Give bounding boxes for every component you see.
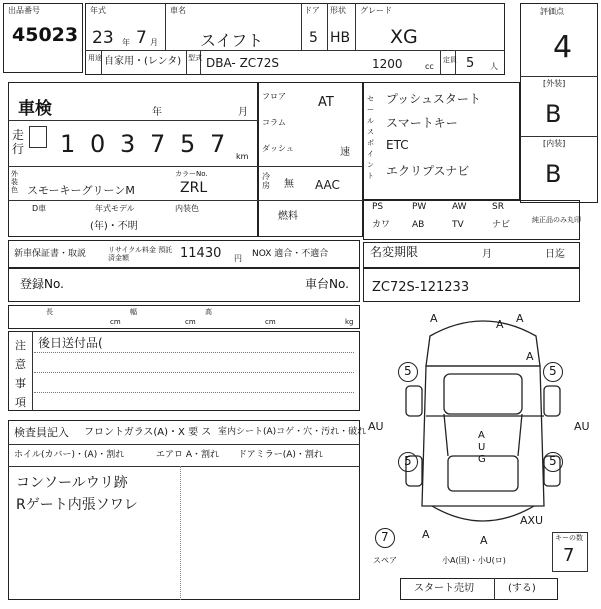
grade-value: XG — [390, 26, 418, 48]
option-item: AW — [452, 202, 467, 212]
displacement: 1200 — [372, 57, 403, 71]
rename-label: 名変期限 — [370, 245, 419, 259]
front-glass: フロントガラス(A)・X 要 ス — [84, 427, 212, 438]
colno-value: ZRL — [180, 180, 208, 196]
ext-color-label: 外装色 — [11, 170, 18, 194]
dims-length: 長 — [46, 308, 53, 316]
km-unit: km — [236, 152, 249, 161]
wheel-model-value: (年)・不明 — [90, 221, 138, 232]
ac-value: AAC — [315, 178, 340, 192]
rename-day: 日迄 — [545, 249, 565, 260]
sales-point-line: スマートキー — [386, 116, 458, 130]
tire-depth: 5 — [404, 364, 412, 378]
interior-value: B — [545, 160, 562, 188]
mileage-label: 走行 — [12, 128, 25, 156]
speed-label: 速 — [340, 147, 350, 158]
option-item: PW — [412, 202, 427, 212]
dims-height-unit: cm — [265, 318, 276, 326]
shape-label: 形状 — [330, 6, 346, 15]
mileage-digit: 3 — [120, 130, 136, 158]
keycount-label: キーの数 — [555, 534, 583, 542]
month-unit: 月 — [150, 38, 158, 47]
mileage-digit: 5 — [180, 130, 196, 158]
car-diagram — [368, 306, 598, 551]
exterior-label: [外装] — [543, 79, 566, 88]
year-unit: 年 — [122, 38, 130, 47]
wheel-model-label: 年式モデル — [95, 204, 135, 213]
small-a-legend: 小A(国)・小U(ロ) — [442, 556, 506, 565]
yen-unit: 円 — [234, 254, 242, 263]
option-item: カワ — [372, 220, 391, 230]
lot-label: 出品番号 — [8, 6, 40, 15]
model-value: DBA- ZC72S — [206, 56, 280, 70]
damage-label: A — [526, 350, 534, 363]
dims-width: 幅 — [130, 308, 137, 316]
aero-line: エアロ A・割れ — [156, 450, 220, 460]
wheel-cap: ホイル(カバー)・(A)・割れ — [14, 450, 125, 460]
damage-label: AU — [368, 420, 384, 433]
capacity-value: 5 — [466, 56, 475, 71]
regno-label: 登録No. — [20, 277, 64, 291]
cc-unit: cc — [425, 62, 434, 71]
notes-value: 後日送付品( — [38, 336, 103, 350]
shape-value: HB — [330, 30, 351, 46]
fuel-label: 燃料 — [278, 211, 298, 222]
ext-color-value: スモーキーグリーンM — [27, 184, 135, 197]
sales-point-line: プッシュスタート — [386, 92, 481, 106]
option-item: TV — [452, 220, 464, 230]
option-item: ナビ — [492, 220, 511, 230]
tire-depth: 5 — [549, 364, 557, 378]
option-item: PS — [372, 202, 384, 212]
chassis-label: 車台No. — [305, 277, 349, 291]
tire-depth: 5 — [404, 454, 412, 468]
inspector-comment: Rゲート内張ソワレ — [16, 497, 138, 513]
sales-point-line: エクリプスナビ — [386, 164, 470, 178]
interior-label: [内装] — [543, 139, 566, 148]
carname-value: スイフト — [200, 31, 264, 50]
door-value: 5 — [309, 30, 318, 46]
usage-label: 自家用・(レンタ) — [104, 56, 182, 67]
damage-label: A — [430, 312, 438, 325]
ac-none: 無 — [284, 179, 294, 190]
damage-label: A — [480, 534, 488, 547]
nox-label: NOX 適合・不適合 — [252, 249, 329, 259]
door-label: ドア — [304, 6, 320, 15]
spare-value: 7 — [381, 530, 389, 544]
recycle-value: 11430 — [180, 246, 222, 261]
option-item: AB — [412, 220, 425, 230]
inspector-comment: コンソールウリ跡 — [16, 475, 128, 491]
option-item: SR — [492, 202, 504, 212]
keycount-value: 7 — [563, 545, 575, 566]
capacity-label: 定員 — [443, 56, 457, 64]
dims-length-unit: cm — [110, 318, 121, 326]
score-value: 4 — [553, 30, 573, 65]
dims-width-unit: cm — [185, 318, 196, 326]
start-value: (する) — [508, 583, 536, 594]
spare-label: スペア — [373, 556, 397, 565]
chassis-value: ZC72S-121233 — [372, 280, 470, 295]
damage-label: AU — [574, 420, 590, 433]
mileage-digit: 7 — [150, 130, 166, 158]
dims-weight-unit: kg — [345, 318, 354, 326]
diagram-center: A U G — [478, 430, 486, 465]
lot-number: 45023 — [12, 24, 79, 46]
month-value: 7 — [136, 28, 147, 48]
shaken-year: 年 — [152, 107, 162, 118]
dims-box — [8, 305, 360, 329]
mileage-digit: 7 — [210, 130, 226, 158]
rename-month: 月 — [482, 249, 492, 260]
colno-label: カラーNo. — [175, 170, 208, 178]
column-label: コラム — [262, 118, 286, 127]
options-note: 純正品のみ丸印 — [532, 216, 581, 224]
damage-label: A — [496, 318, 504, 331]
damage-label: AXU — [520, 514, 544, 527]
year-label: 年式 — [90, 6, 106, 15]
door-mirror: ドアミラー(A)・割れ — [238, 450, 323, 460]
floor-label: フロア — [262, 92, 286, 101]
sales-point-line: ETC — [386, 138, 409, 152]
seat-line: 室内シート(A)コゲ・穴・汚れ・破れ — [218, 427, 367, 437]
recycle-label: リサイクル料金 預託済金額 — [108, 246, 173, 262]
damage-label: A — [422, 528, 430, 541]
warranty-label: 新車保証書・取説 — [14, 249, 87, 259]
tire-depth: 5 — [549, 454, 557, 468]
mileage-digit: 1 — [60, 130, 76, 158]
ac-label: 冷房 — [262, 172, 270, 190]
floor-value: AT — [318, 95, 334, 110]
damage-label: A — [516, 312, 524, 325]
int-color-label: 内装色 — [175, 204, 199, 213]
start-label: スタート売切 — [414, 583, 474, 594]
carname-label: 車名 — [170, 6, 186, 15]
usage-cat: 用途 — [88, 54, 102, 62]
year-value: 23 — [92, 28, 114, 48]
de-label: D車 — [32, 204, 47, 213]
mileage-digit: 0 — [90, 130, 106, 158]
dash-label: ダッシュ — [262, 144, 294, 153]
notes-label: 注意事項 — [15, 339, 26, 409]
inspector-label: 検査員記入 — [14, 426, 69, 439]
trans-box — [258, 82, 363, 237]
exterior-value: B — [545, 100, 562, 128]
person-unit: 人 — [490, 62, 498, 71]
grade-label: グレード — [360, 6, 392, 15]
sales-label: セールスポイント — [367, 95, 374, 180]
score-label: 評価点 — [540, 7, 564, 16]
model-label: 型式 — [188, 54, 202, 62]
shaken-label: 車検 — [18, 99, 52, 119]
dims-height: 高 — [205, 308, 212, 316]
shaken-month: 月 — [238, 107, 248, 118]
